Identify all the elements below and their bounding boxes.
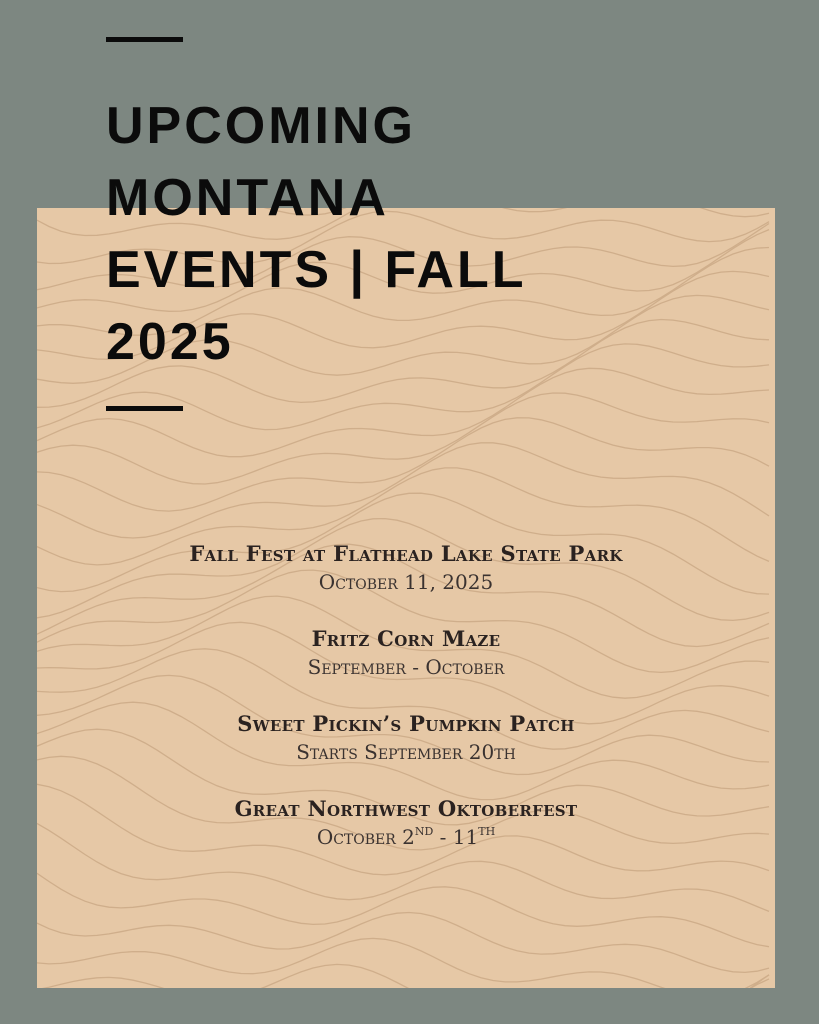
bottom-divider	[106, 406, 183, 411]
event-list	[37, 540, 775, 880]
contour-line	[37, 873, 769, 946]
title-line-1: UPCOMING	[106, 97, 416, 155]
event-item	[37, 710, 775, 766]
page-title	[106, 90, 586, 378]
event-item	[37, 540, 775, 596]
event-date-start: October 2	[316, 825, 415, 849]
contour-line	[37, 418, 769, 511]
title-line-4: 2025	[106, 313, 234, 371]
contour-line	[37, 938, 769, 988]
event-name: Fritz Corn Maze	[311, 626, 501, 651]
event-item	[37, 625, 775, 681]
event-name: Great Northwest Oktoberfest	[234, 796, 578, 821]
contour-line	[37, 964, 769, 988]
title-line-3: EVENTS | FALL	[106, 241, 527, 299]
event-date	[37, 823, 775, 851]
event-date-end: - 11	[433, 825, 479, 849]
event-name: Sweet Pickin’s Pumpkin Patch	[237, 711, 575, 736]
event-item	[37, 795, 775, 851]
contour-line	[37, 368, 769, 456]
event-name: Fall Fest at Flathead Lake State Park	[189, 541, 623, 566]
title-line-2: MONTANA	[106, 169, 389, 227]
event-date: October 11, 2025	[318, 570, 494, 594]
event-date-start-suffix: ND	[414, 825, 434, 838]
contour-line	[37, 913, 769, 973]
event-date: September - October	[307, 655, 505, 679]
event-date-end-suffix: TH	[478, 825, 496, 838]
top-divider	[106, 37, 183, 42]
event-date: Starts September 20th	[296, 740, 516, 764]
contour-line	[37, 443, 769, 538]
